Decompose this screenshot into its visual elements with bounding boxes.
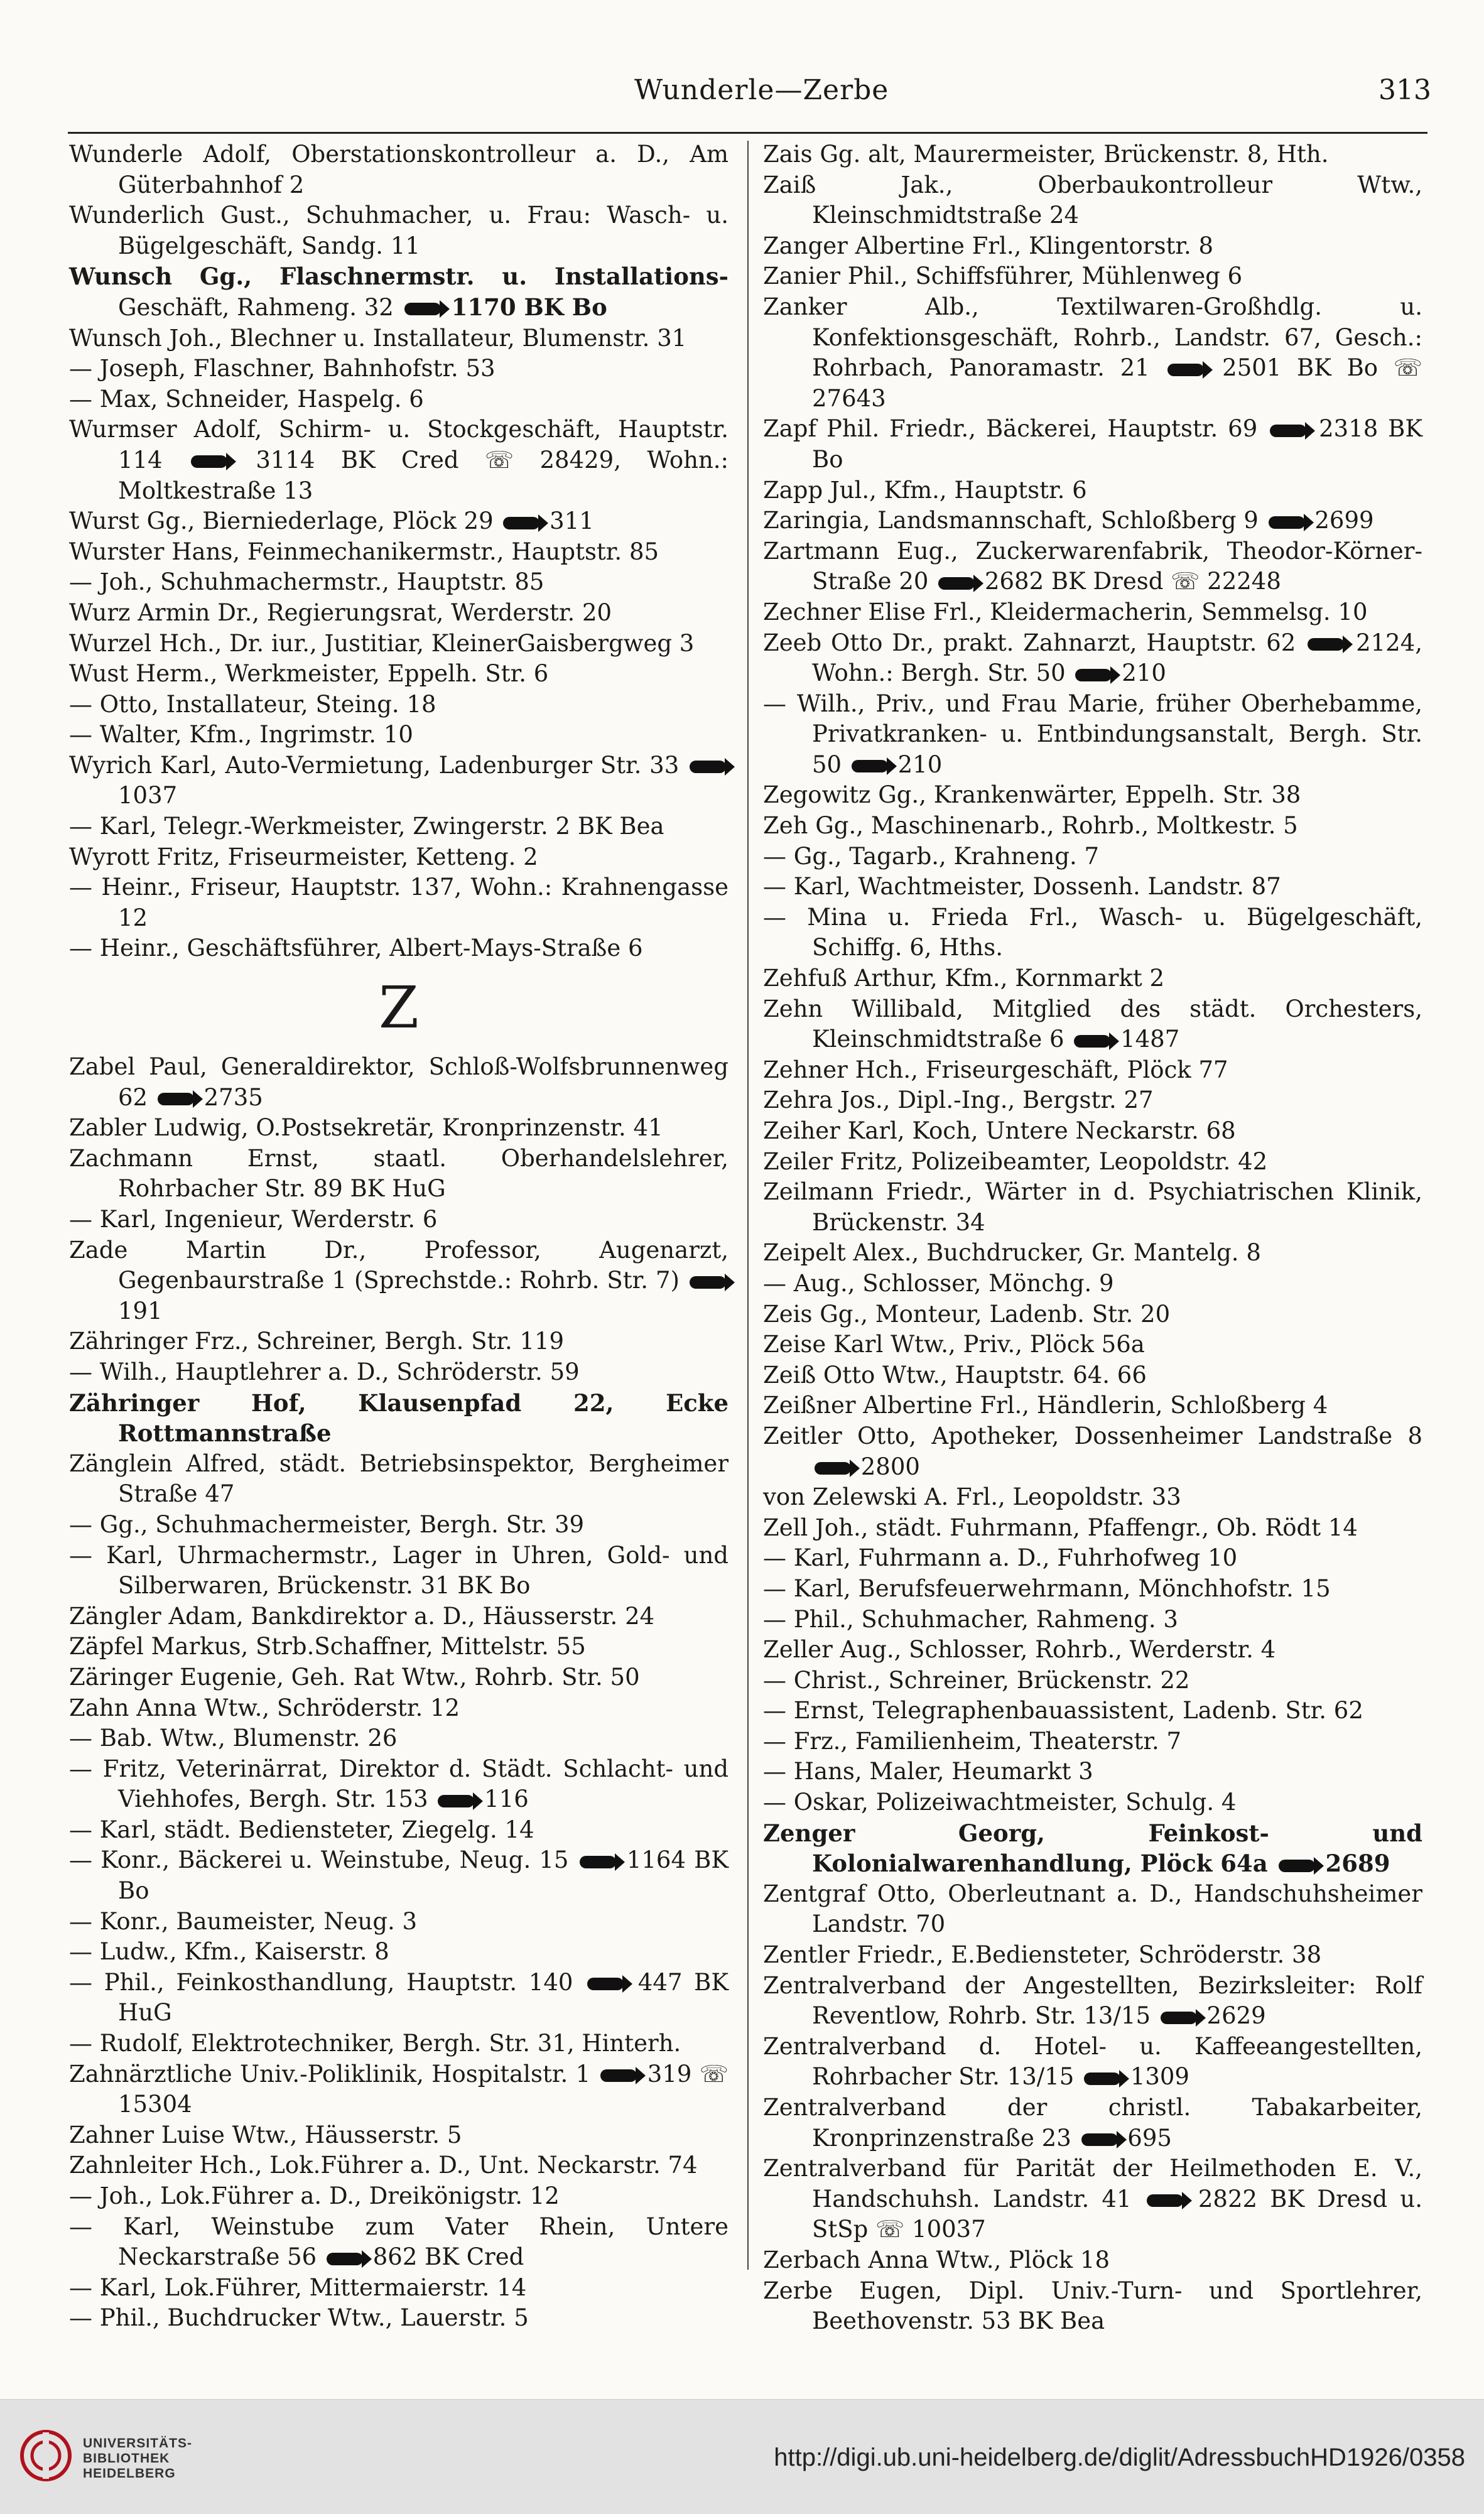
entry-phone-number: 2689: [1325, 1850, 1390, 1878]
telephone-icon: [690, 1276, 726, 1289]
directory-entry: [763, 1940, 1422, 1971]
entry-text: — Bab. Wtw., Blumenstr. 26: [69, 1725, 398, 1752]
directory-entry: [763, 1574, 1422, 1605]
entry-text: Zentralverband für Parität der Heilmethoden E. V., Handschuhsh. Landstr. 41: [763, 2155, 1422, 2213]
telephone-icon: [158, 1093, 194, 1105]
directory-entry: [69, 261, 728, 323]
entry-text: Zentralverband der christl. Tabakarbeiter, Kronprinzenstraße 23: [763, 2094, 1422, 2152]
entry-text: Zell Joh., städt. Fuhrmann, Pfaffengr., Ob. Rödt 14: [763, 1514, 1358, 1541]
directory-entry: [763, 2032, 1422, 2093]
entry-text: Zapf Phil. Friedr., Bäckerei, Hauptstr. 69: [763, 415, 1258, 443]
entry-text: Zeh Gg., Maschinenarb., Rohrb., Moltkestr. 5: [763, 812, 1298, 840]
directory-entry: [69, 750, 728, 811]
telephone-icon: [1147, 2194, 1183, 2207]
directory-entry: [763, 2245, 1422, 2276]
entry-phone-number: 1309: [1130, 2063, 1189, 2091]
directory-entry: [69, 1052, 728, 1113]
entry-phone-number: 2822 BK Dresd u. StSp ☏ 10037: [812, 2185, 1422, 2243]
entry-text: Zentler Friedr., E.Bediensteter, Schröderstr. 38: [763, 1941, 1322, 1969]
entry-text: Zehra Jos., Dipl.-Ing., Bergstr. 27: [763, 1086, 1154, 1114]
directory-entry: [763, 1421, 1422, 1482]
entry-text: — Phil., Feinkosthandlung, Hauptstr. 140: [69, 1968, 573, 1996]
directory-entry: [763, 2154, 1422, 2245]
directory-entry: [763, 1635, 1422, 1666]
telephone-icon: [580, 1856, 616, 1868]
entry-text: Zais Gg. alt, Maurermeister, Brückenstr. 8, Hth.: [763, 141, 1329, 168]
directory-entry: [69, 1388, 728, 1449]
entry-text: — Christ., Schreiner, Brückenstr. 22: [763, 1666, 1190, 1694]
directory-entry: [763, 414, 1422, 475]
page-number: 313: [1378, 74, 1431, 106]
entry-text: Wurz Armin Dr., Regierungsrat, Werderstr. 20: [69, 599, 612, 626]
entry-text: Zeilmann Friedr., Wärter in d. Psychiatrischen Klinik, Brückenstr. 34: [763, 1178, 1422, 1236]
directory-entry: [763, 1879, 1422, 1940]
entry-text: — Frz., Familienheim, Theaterstr. 7: [763, 1727, 1182, 1755]
telephone-icon: [327, 2253, 363, 2265]
directory-entry: [763, 536, 1422, 597]
directory-entry: [763, 1696, 1422, 1726]
directory-entry: [69, 384, 728, 415]
entry-text: Wyrich Karl, Auto-Vermietung, Ladenburger Str. 33: [69, 751, 680, 779]
entry-phone-number: 695: [1127, 2124, 1172, 2152]
directory-entry: [69, 720, 728, 750]
entry-text: — Karl, städt. Bediensteter, Ziegelg. 14: [69, 1816, 534, 1843]
directory-entry: [69, 690, 728, 720]
entry-text: Zeipelt Alex., Buchdrucker, Gr. Mantelg. 8: [763, 1239, 1261, 1267]
header-rule: [68, 132, 1427, 134]
directory-entry: [763, 475, 1422, 506]
directory-entry: [69, 200, 728, 261]
library-name-line: UNIVERSITÄTS-: [83, 2436, 193, 2451]
directory-entry: [69, 1144, 728, 1205]
directory-entry: [763, 963, 1422, 994]
directory-entry: [69, 537, 728, 568]
telephone-icon: [1075, 669, 1112, 681]
directory-entry: [763, 628, 1422, 689]
directory-entry: [69, 1541, 728, 1601]
entry-text: — Wilh., Hauptlehrer a. D., Schröderstr. 59: [69, 1358, 580, 1385]
entry-text: Wurst Gg., Bierniederlage, Plöck 29: [69, 507, 494, 535]
directory-entry: [69, 1754, 728, 1815]
entry-text: Wunderlich Gust., Schuhmacher, u. Frau: Wasch- u. Bügelgeschäft, Sandg. 11: [69, 202, 728, 259]
entry-text: Zähringer Hof, Klausenpfad 22, Ecke Rottmannstraße: [69, 1389, 728, 1448]
directory-entry: [69, 2059, 728, 2120]
column-divider: [747, 141, 749, 2270]
directory-entry: [69, 1326, 728, 1357]
entry-phone-number: 311: [550, 507, 594, 535]
telephone-icon: [1161, 2012, 1197, 2024]
telephone-icon: [438, 1795, 474, 1807]
library-name-line: HEIDELBERG: [83, 2466, 176, 2481]
directory-entry: [763, 1238, 1422, 1269]
entry-text: Zäpfel Markus, Strb.Schaffner, Mittelstr. 55: [69, 1633, 586, 1661]
directory-entry: [763, 506, 1422, 536]
entry-phone-number: 116: [484, 1785, 529, 1813]
viewer-footer: [0, 2399, 1484, 2514]
directory-entry: [69, 354, 728, 384]
entry-phone-number: 862 BK Cred: [372, 2243, 524, 2271]
entry-text: Zentralverband der Angestellten, Bezirksleiter: Rolf Reventlow, Rohrb. Str. 13/15: [763, 1971, 1422, 2030]
entry-text: Zehner Hch., Friseurgeschäft, Plöck 77: [763, 1056, 1228, 1083]
telephone-icon: [1084, 2072, 1120, 2085]
entry-phone-number: 319 ☏ 15304: [118, 2060, 728, 2118]
directory-entry: [763, 2093, 1422, 2154]
entry-phone-number: 1487: [1120, 1026, 1180, 1053]
directory-entry: [69, 598, 728, 629]
telephone-icon: [1074, 1035, 1110, 1048]
entry-phone-number: 2629: [1206, 2002, 1266, 2030]
directory-entry: [763, 872, 1422, 902]
directory-entry: [69, 1937, 728, 1968]
telephone-icon: [690, 761, 726, 773]
entry-text: Zahnärztliche Univ.-Poliklinik, Hospitalstr. 1: [69, 2060, 591, 2088]
library-name: [83, 2436, 192, 2481]
directory-entry: [69, 872, 728, 933]
entry-text: Zäringer Eugenie, Geh. Rat Wtw., Rohrb. Str. 50: [69, 1663, 640, 1691]
directory-entry: [763, 597, 1422, 628]
directory-entry: [763, 1330, 1422, 1360]
entry-phone-number: 2682 BK Dresd ☏ 22248: [984, 568, 1281, 595]
directory-entry: [763, 1971, 1422, 2032]
directory-entry: [763, 1482, 1422, 1513]
directory-entry: [69, 1693, 728, 1724]
entry-text: — Oskar, Polizeiwachtmeister, Schulg. 4: [763, 1789, 1237, 1816]
entry-text: Zerbach Anna Wtw., Plöck 18: [763, 2246, 1110, 2273]
entry-phone-number: 2501 BK Bo ☏ 27643: [812, 354, 1423, 412]
directory-entry: [763, 1390, 1422, 1421]
directory-entry: [763, 1543, 1422, 1574]
page-header-title: Wunderle—Zerbe: [634, 74, 889, 106]
entry-text: Zeiher Karl, Koch, Untere Neckarstr. 68: [763, 1117, 1236, 1144]
library-name-line: BIBLIOTHEK: [83, 2451, 170, 2466]
entry-text: — Karl, Weinstube zum Vater Rhein, Untere Neckarstraße 56: [69, 2213, 728, 2271]
entry-text: Zeiler Fritz, Polizeibeamter, Leopoldstr. 42: [763, 1147, 1268, 1175]
directory-entry: [69, 842, 728, 873]
directory-entry: [69, 2303, 728, 2334]
source-url[interactable]: http://digi.ub.uni-heidelberg.de/diglit/AdressbuchHD1926/0358: [774, 2444, 1465, 2471]
directory-entry: [69, 2273, 728, 2304]
entry-text: — Joh., Lok.Führer a. D., Dreikönigstr. 12: [69, 2182, 560, 2209]
directory-entry: [69, 1907, 728, 1937]
entry-text: Zänglein Alfred, städt. Betriebsinspektor, Bergheimer Straße 47: [69, 1449, 728, 1508]
entry-text: Wunderle Adolf, Oberstationskontrolleur a. D., Am Güterbahnhof 2: [69, 141, 728, 198]
directory-entry: [69, 1662, 728, 1693]
directory-entry: [69, 2181, 728, 2212]
entry-text: Zeise Karl Wtw., Priv., Plöck 56a: [763, 1331, 1145, 1358]
entry-text: Zenger Georg, Feinkost- und Kolonialwarenhandlung, Plöck 64a: [763, 1819, 1422, 1878]
telephone-icon: [1081, 2133, 1118, 2146]
directory-entry: [763, 780, 1422, 811]
entry-text: Zaringia, Landsmannschaft, Schloßberg 9: [763, 507, 1259, 534]
directory-entry: [763, 1757, 1422, 1787]
directory-entry: [69, 506, 728, 537]
directory-entry: [69, 1449, 728, 1510]
entry-text: Zanker Alb., Textilwaren-Großhdlg. u. Konfektionsgeschäft, Rohrb., Landstr. 67, Gesch.: Rohrbach, Panoramastr. 21: [763, 293, 1422, 382]
directory-entry: [69, 629, 728, 659]
directory-entry: [763, 1299, 1422, 1330]
entry-text: — Konr., Baumeister, Neug. 3: [69, 1907, 418, 1935]
directory-entry: [69, 1845, 728, 1906]
entry-text: Zechner Elise Frl., Kleidermacherin, Semmelsg. 10: [763, 598, 1368, 626]
entry-phone-number: 2318 BK Bo: [812, 415, 1423, 473]
directory-entry: [69, 1113, 728, 1144]
entry-phone-number: 191: [118, 1297, 163, 1325]
entry-text: Zängler Adam, Bankdirektor a. D., Häusserstr. 24: [69, 1602, 655, 1630]
directory-entry: [763, 1513, 1422, 1544]
directory-entry: [763, 139, 1422, 170]
directory-entry: [69, 1632, 728, 1662]
entry-text: — Karl, Lok.Führer, Mittermaierstr. 14: [69, 2273, 527, 2301]
entry-text: — Karl, Ingenieur, Werderstr. 6: [69, 1206, 438, 1233]
entry-text: Zentgraf Otto, Oberleutnant a. D., Handschuhsheimer Landstr. 70: [763, 1880, 1422, 1938]
directory-entry: [69, 811, 728, 842]
directory-entry: [763, 1360, 1422, 1391]
directory-entry: [763, 1818, 1422, 1879]
directory-entry: [763, 842, 1422, 872]
directory-entry: [69, 1235, 728, 1327]
entry-text: Zanger Albertine Frl., Klingentorstr. 8: [763, 232, 1214, 259]
entry-text: von Zelewski A. Frl., Leopoldstr. 33: [763, 1483, 1181, 1511]
directory-entry: [69, 2029, 728, 2059]
directory-entry: [763, 261, 1422, 292]
entry-text: Zabel Paul, Generaldirektor, Schloß-Wolfsbrunnenweg 62: [69, 1053, 728, 1111]
telephone-icon: [938, 577, 975, 590]
entry-text: Zerbe Eugen, Dipl. Univ.-Turn- und Sportlehrer, Beethovenstr. 53 BK Bea: [763, 2277, 1422, 2335]
directory-entry: [69, 1723, 728, 1754]
directory-entry: [763, 1726, 1422, 1757]
directory-entry: [69, 323, 728, 354]
entry-text: Zapp Jul., Kfm., Hauptstr. 6: [763, 476, 1087, 504]
entry-text: Zachmann Ernst, staatl. Oberhandelslehrer, Rohrbacher Str. 89 BK HuG: [69, 1144, 728, 1203]
entry-text: — Joh., Schuhmachermstr., Hauptstr. 85: [69, 568, 544, 596]
directory-entry: [763, 1085, 1422, 1116]
entry-phone-number: 1170 BK Bo: [451, 293, 607, 321]
telephone-icon: [1167, 364, 1204, 376]
entry-text: Zade Martin Dr., Professor, Augenarzt, Gegenbaurstraße 1 (Sprechstde.: Rohrb. Str. 7): [69, 1236, 728, 1294]
directory-entry: [69, 139, 728, 200]
directory-entry: [763, 170, 1422, 231]
entry-phone-number: 2735: [203, 1083, 263, 1111]
entry-text: Zehn Willibald, Mitglied des städt. Orchesters, Kleinschmidtstraße 6: [763, 995, 1422, 1053]
entry-text: — Karl, Telegr.-Werkmeister, Zwingerstr. 2 BK Bea: [69, 813, 664, 840]
directory-entry: [69, 1205, 728, 1235]
entry-text: Zahnleiter Hch., Lok.Führer a. D., Unt. Neckarstr. 74: [69, 2152, 698, 2179]
left-column: [69, 139, 729, 2332]
entry-text: Wunsch Joh., Blechner u. Installateur, Blumenstr. 31: [69, 324, 687, 352]
entry-phone-number: 3114 BK Cred ☏ 28429, Wohn.: Moltkestraße 13: [118, 446, 728, 504]
entry-text: Wunsch Gg., Flaschnermstr. u. Installations-: [69, 263, 728, 291]
entry-text: Wurmser Adolf, Schirm- u. Stockgeschäft, Hauptstr. 114: [69, 416, 728, 474]
entry-text: — Karl, Uhrmachermstr., Lager in Uhren, Gold- und Silberwaren, Brückenstr. 31 BK Bo: [69, 1541, 728, 1600]
entry-text: — Joseph, Flaschner, Bahnhofstr. 53: [69, 355, 496, 382]
entry-text: Zegowitz Gg., Krankenwärter, Eppelh. Str. 38: [763, 781, 1301, 809]
directory-entry: [69, 2120, 728, 2151]
entry-text: — Konr., Bäckerei u. Weinstube, Neug. 15: [69, 1846, 569, 1874]
directory-entry: [763, 1055, 1422, 1086]
entry-phone-number: 2800: [860, 1453, 920, 1480]
entry-phone-number: 2699: [1314, 507, 1374, 534]
entry-text: Zanier Phil., Schiffsführer, Mühlenweg 6: [763, 263, 1243, 290]
telephone-icon: [852, 760, 888, 772]
entry-text: — Otto, Installateur, Steing. 18: [69, 690, 436, 718]
directory-entry: [763, 1787, 1422, 1818]
section-letter: Z: [379, 974, 419, 1042]
telephone-icon: [191, 455, 227, 468]
entry-phone-number: 210: [897, 750, 943, 778]
entry-text: — Aug., Schlosser, Mönchg. 9: [763, 1269, 1114, 1297]
directory-entry: [763, 994, 1422, 1055]
directory-entry: [763, 292, 1422, 414]
directory-entry: [763, 231, 1422, 262]
directory-entry: [763, 689, 1422, 781]
telephone-icon: [815, 1462, 851, 1475]
right-column: [763, 139, 1423, 2335]
entry-phone-number: 210: [1122, 659, 1166, 687]
entry-text: — Mina u. Frieda Frl., Wasch- u. Bügelgeschäft, Schiffg. 6, Hths.: [763, 903, 1422, 962]
entry-text: — Karl, Wachtmeister, Dossenh. Landstr. 87: [763, 873, 1281, 901]
entry-text: Wust Herm., Werkmeister, Eppelh. Str. 6: [69, 660, 549, 688]
directory-entry: [763, 902, 1422, 963]
directory-entry: [69, 1815, 728, 1846]
entry-phone-number: 1037: [118, 782, 178, 810]
directory-entry: [763, 1269, 1422, 1299]
directory-entry: [69, 2150, 728, 2181]
telephone-icon: [1270, 425, 1306, 437]
entry-text: — Gg., Tagarb., Krahneng. 7: [763, 842, 1100, 870]
entry-text: — Phil., Buchdrucker Wtw., Lauerstr. 5: [69, 2304, 529, 2332]
directory-entry: [763, 811, 1422, 842]
entry-text: — Max, Schneider, Haspelg. 6: [69, 385, 424, 413]
entry-text: — Walter, Kfm., Ingrimstr. 10: [69, 721, 413, 749]
directory-entry: [69, 1357, 728, 1388]
entry-continuation: Geschäft, Rahmeng. 32: [118, 293, 394, 321]
directory-entry: [763, 1177, 1422, 1238]
telephone-icon: [1308, 638, 1344, 651]
entry-text: Zeeb Otto Dr., prakt. Zahnarzt, Hauptstr. 62: [763, 629, 1296, 656]
telephone-icon: [600, 2069, 637, 2082]
entry-text: Zartmann Eug., Zuckerwarenfabrik, Theodor-Körner-Straße 20: [763, 537, 1422, 595]
directory-entry: [69, 414, 728, 506]
directory-entry: [69, 2212, 728, 2273]
entry-text: Wyrott Fritz, Friseurmeister, Ketteng. 2: [69, 843, 538, 870]
entry-text: Zähringer Frz., Schreiner, Bergh. Str. 119: [69, 1328, 565, 1355]
entry-text: — Phil., Schuhmacher, Rahmeng. 3: [763, 1605, 1178, 1633]
telephone-icon: [503, 517, 539, 529]
entry-text: Zeißner Albertine Frl., Händlerin, Schloßberg 4: [763, 1392, 1328, 1419]
entry-text: — Karl, Berufsfeuerwehrmann, Mönchhofstr. 15: [763, 1574, 1331, 1602]
directory-entry: [69, 1510, 728, 1541]
entry-text: Wurster Hans, Feinmechanikermstr., Hauptstr. 85: [69, 538, 659, 565]
entry-text: — Ernst, Telegraphenbauassistent, Ladenb. Str. 62: [763, 1697, 1363, 1725]
entry-text: Zeis Gg., Monteur, Ladenb. Str. 20: [763, 1300, 1171, 1328]
entry-text: — Hans, Maler, Heumarkt 3: [763, 1758, 1093, 1785]
telephone-icon: [1279, 1860, 1315, 1872]
entry-text: — Fritz, Veterinärrat, Direktor d. Städt. Schlacht- und Viehhofes, Bergh. Str. 153: [69, 1755, 728, 1813]
entry-text: Zahner Luise Wtw., Häusserstr. 5: [69, 2121, 462, 2148]
directory-entry: [69, 567, 728, 598]
entry-text: — Karl, Fuhrmann a. D., Fuhrhofweg 10: [763, 1544, 1238, 1572]
entry-text: Zahn Anna Wtw., Schröderstr. 12: [69, 1694, 460, 1721]
entry-text: — Heinr., Friseur, Hauptstr. 137, Wohn.: Krahnengasse 12: [69, 874, 728, 931]
directory-entry: [69, 1601, 728, 1632]
entry-text: Zehfuß Arthur, Kfm., Kornmarkt 2: [763, 965, 1165, 992]
entry-text: Wurzel Hch., Dr. iur., Justitiar, KleinerGaisbergweg 3: [69, 629, 695, 657]
library-seal-icon: [18, 2427, 74, 2484]
entry-phone-number: 447 BK HuG: [118, 1968, 729, 2027]
entry-text: Zaiß Jak., Oberbaukontrolleur Wtw., Kleinschmidtstraße 24: [763, 171, 1422, 229]
entry-text: Zentralverband d. Hotel- u. Kaffeeangestellten, Rohrbacher Str. 13/15: [763, 2032, 1422, 2091]
directory-entry: [763, 2276, 1422, 2337]
directory-entry: [763, 1147, 1422, 1178]
entry-text: — Rudolf, Elektrotechniker, Bergh. Str. 31, Hinterh.: [69, 2030, 681, 2057]
directory-entry: [763, 1666, 1422, 1696]
directory-entry: [69, 933, 728, 964]
entry-text: Zeitler Otto, Apotheker, Dossenheimer Landstraße 8: [763, 1422, 1422, 1449]
entry-phone-number: 1164 BK Bo: [118, 1846, 729, 1905]
telephone-icon: [1269, 516, 1305, 529]
entry-text: Zeller Aug., Schlosser, Rohrb., Werderstr. 4: [763, 1636, 1276, 1664]
entry-text: Zeiß Otto Wtw., Hauptstr. 64. 66: [763, 1361, 1147, 1389]
directory-entry: [69, 659, 728, 690]
telephone-icon: [404, 303, 441, 315]
directory-entry: [763, 1116, 1422, 1147]
entry-phone-number: 2124, Wohn.: Bergh. Str. 50: [812, 629, 1423, 687]
telephone-icon: [587, 1978, 624, 1990]
directory-entry: [763, 1605, 1422, 1635]
entry-text: Zabler Ludwig, O.Postsekretär, Kronprinzenstr. 41: [69, 1114, 663, 1142]
entry-text: — Heinr., Geschäftsführer, Albert-Mays-Straße 6: [69, 935, 643, 962]
directory-entry: [69, 1968, 728, 2029]
entry-text: — Ludw., Kfm., Kaiserstr. 8: [69, 1938, 389, 1966]
entry-text: — Gg., Schuhmachermeister, Bergh. Str. 39: [69, 1510, 585, 1538]
entry-text: — Wilh., Priv., und Frau Marie, früher Oberhebamme, Privatkranken- u. Entbindungsanstalt, Bergh. Str. 50: [763, 690, 1422, 778]
